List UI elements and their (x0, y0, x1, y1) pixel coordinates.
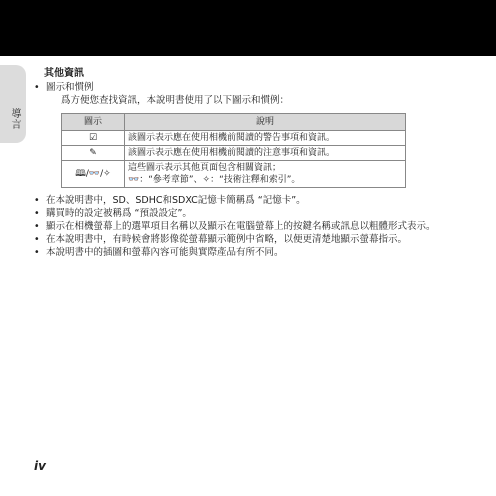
reference-icons: 🕮/👓/✧ (62, 161, 125, 188)
note-icon: ✎ (62, 146, 125, 161)
section-title: 其他資訊 (44, 68, 84, 79)
legend-header-row (62, 114, 406, 131)
list-item: • 購買時的設定被稱爲 “預設設定”。 (34, 207, 474, 220)
intro-bullet (34, 81, 474, 94)
legend-desc: 該圖示表示應在使用相機前閱讀的注意事項和資訊。 (125, 146, 406, 161)
content (34, 64, 474, 259)
legend-table (61, 113, 406, 188)
list-item: • 在本說明書中，SD、SDHC和SDXC記憶卡簡稱爲 “記憶卡”。 (34, 194, 474, 207)
legend-row (62, 161, 406, 188)
intro-bullet-text: 圖示和慣例 (46, 82, 94, 93)
page-number: iv (34, 459, 46, 473)
legend-header-icon: 圖示 (62, 114, 125, 131)
list-item: • 在本說明書中，有時候會將影像從螢幕顯示範例中省略，以便更清楚地顯示螢幕指示。 (34, 233, 474, 246)
warning-checkbox-icon: ☑ (62, 131, 125, 146)
legend-row (62, 131, 406, 146)
legend-desc-line2: 👓：“參考章節”、✧：“技術注釋和索引”。 (128, 175, 301, 185)
list-item: • 顯示在相機螢幕上的選單項目名稱以及顯示在電腦螢幕上的按鍵名稱或訊息以粗體形式表示。 (34, 220, 474, 233)
list-item: • 本說明書中的插圖和螢幕內容可能與實際產品有所不同。 (34, 246, 474, 259)
legend-desc-line1: 這些圖示表示其他頁面包含相關資訊； (128, 163, 282, 173)
intro-text: 爲方便您查找資訊，本說明書使用了以下圖示和慣例： (61, 95, 290, 106)
top-bar (0, 0, 496, 56)
bullet-list (34, 194, 474, 259)
legend-row (62, 146, 406, 161)
side-tab[interactable] (0, 65, 26, 143)
legend-header-desc: 說明 (125, 114, 406, 131)
side-tab-label: 導言 (9, 108, 20, 130)
legend-desc (125, 161, 406, 188)
legend-desc: 該圖示表示應在使用相機前閱讀的警告事項和資訊。 (125, 131, 406, 146)
